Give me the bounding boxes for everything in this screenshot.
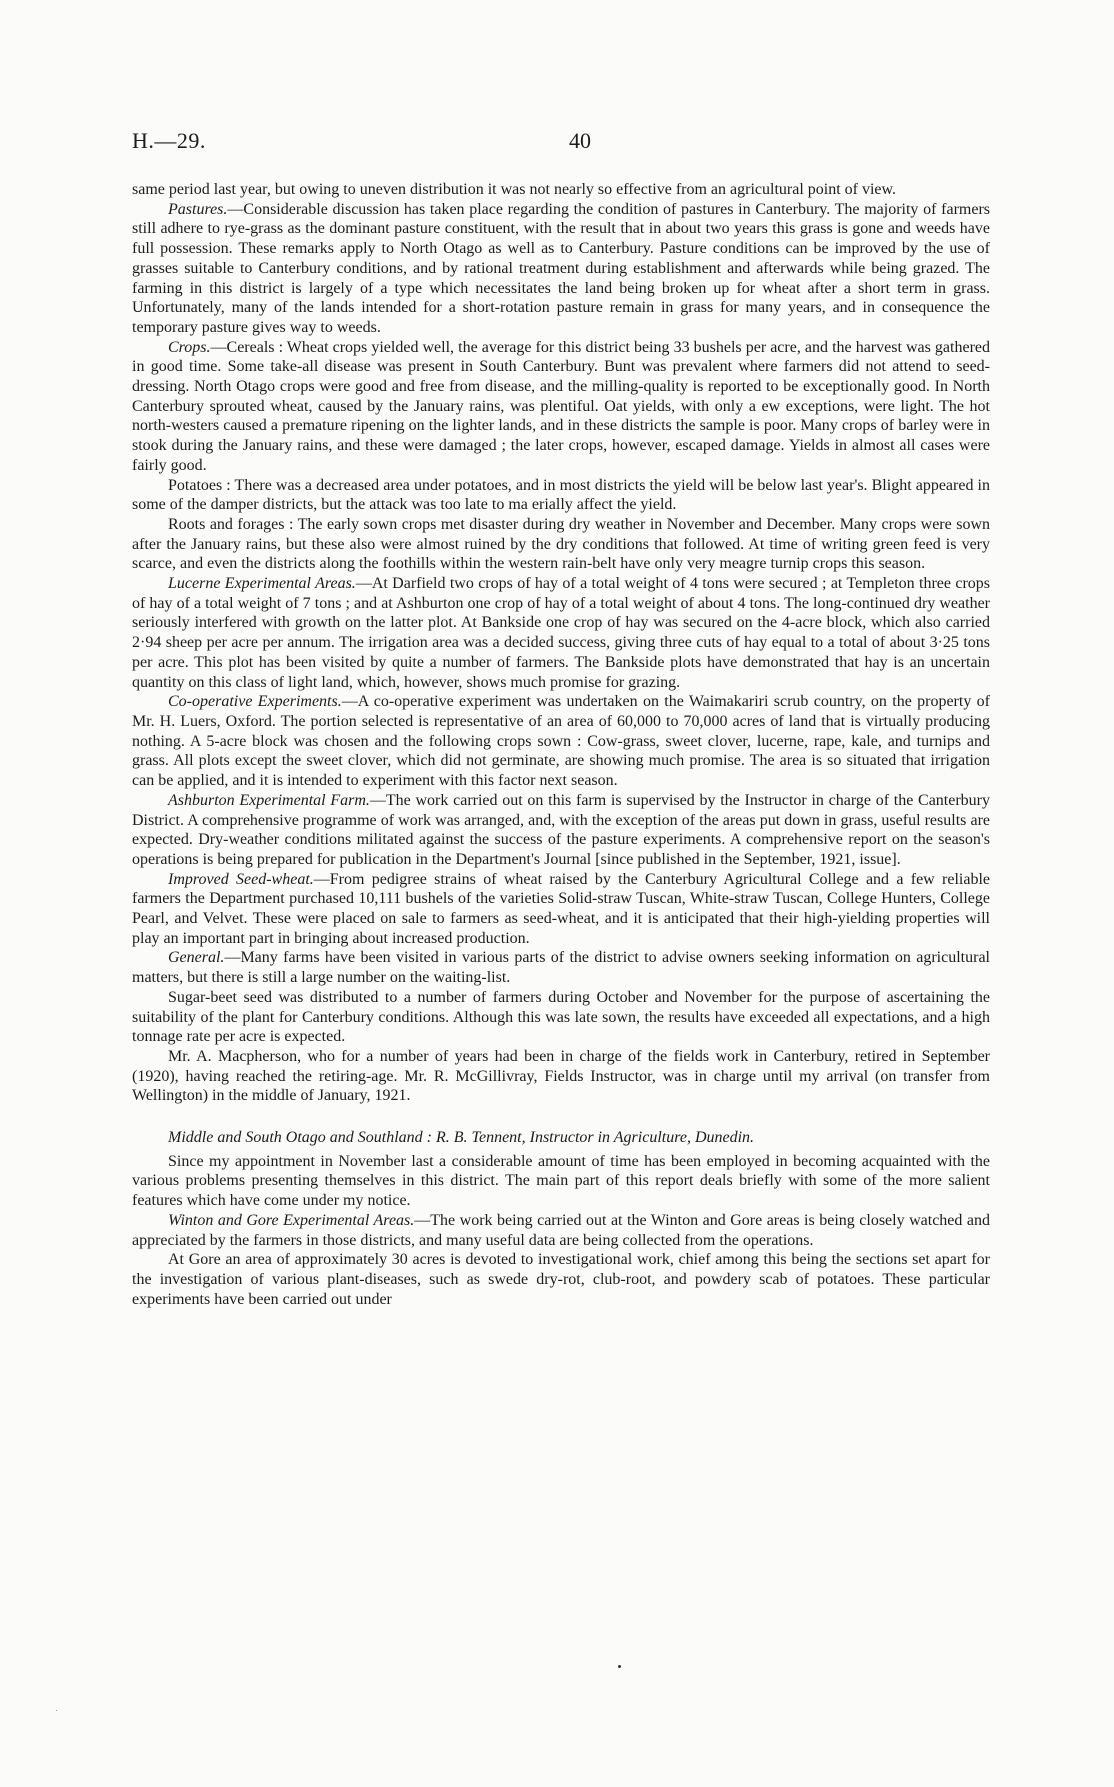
scan-speck — [56, 1710, 57, 1711]
paragraph-crops: Crops.—Cereals : Wheat crops yielded well, the average for this district being 33 bushels per acre, and the harvest was gathered in good time. Some take-all disease was present in South Canterbury. Bunt was prevalent where farmers did not attend to seed-dressing. North Otago crops were good and free from disease, and the milling-quality is reported to be exceptionally good. In North Canterbury sprouted wheat, caused by the January rains, was plentiful. Oat yields, with only a ew exceptions, were light. The hot north-westers caused a premature ripening on the lighter lands, and in these districts the sample is poor. Many crops of barley were in stook during the January rains, and these were damaged ; the later crops, however, escaped damage. Yields in almost all cases were fairly good. — [132, 338, 990, 474]
paragraph-lead: Ashburton Experimental Farm. — [168, 791, 370, 809]
page-number: 40 — [569, 128, 591, 153]
paragraph-lead: General. — [168, 949, 225, 967]
paragraph-lucerne: Lucerne Experimental Areas.—At Darfield two crops of hay of a total weight of 4 tons were secured ; at Templeton three crops of hay of a total weight of 7 tons ; and at Ashburton one crop of hay of a total weight of about 4 tons. The long-continued dry weather seriously interfered with growth on the latter plot. At Bankside one crop of hay was secured on the 4-acre block, which also carried 2·94 sheep per acre per annum. The irrigation area was a decided success, giving three cuts of hay equal to a total of about 3·25 tons per acre. This plot has been visited by quite a number of farmers. The Bankside plots have demonstrated that hay is an uncertain quantity on this class of light land, which, however, shows much promise for grazing. — [132, 575, 991, 691]
paragraph-staff: Mr. A. Macpherson, who for a number of years had been in charge of the fields work in Canterbury, retired in September (1920), having reached the retiring-age. Mr. R. McGillivray, Fields Instructor, was in charge until my arrival (on transfer from Wellington) in the middle of January, 1921. — [132, 1047, 990, 1105]
paragraph-roots-forages: Roots and forages : The early sown crops met disaster during dry weather in November and December. Many crops were sown after the January rains, but these also were almost ruined by the dry conditions that followed. At time of writing green feed is very scarce, and even the districts along the foothills within the western rain-belt have only very meagre turnip crops this season. — [132, 515, 990, 573]
section-heading: Middle and South Otago and Southland : R. B. Tennent, Instructor in Agriculture, Dunedin. — [168, 1129, 755, 1147]
page-mark — [618, 1665, 621, 1668]
paragraph-gore-area: At Gore an area of approximately 30 acres is devoted to investigational work, chief among this being the sections set apart for the investigation of various plant-diseases, such as swede dry-rot, club-root, and powdery scab of potatoes. These particular experiments have been carried out under — [132, 1251, 990, 1308]
document-reference: H.—29. — [132, 128, 206, 153]
paragraph-appointment: Since my appointment in November last a considerable amount of time has been employed in becoming acquainted with the various problems presenting themselves in this district. The main part of this report deals briefly with some of the more salient features which have come under my notice. — [132, 1152, 990, 1210]
paragraph-winton-gore: Winton and Gore Experimental Areas.—The work being carried out at the Winton and Gore areas is being closely watched and appreciated by the farmers in those districts, and many useful data are being collected from the operations. — [132, 1211, 991, 1249]
paragraph-potatoes: Potatoes : There was a decreased area under potatoes, and in most districts the yield will be below last year's. Blight appeared in some of the damper districts, but the attack was too late to ma erially affect the yield. — [132, 476, 990, 514]
paragraph-lead: Co-operative Experiments. — [168, 693, 342, 711]
paragraph-lead: Improved Seed-wheat. — [168, 870, 314, 888]
paragraph: same period last year, but owing to uneven distribution it was not nearly so effective from an agricultural point of view. — [132, 181, 897, 198]
paragraph-seed-wheat: Improved Seed-wheat.—From pedigree strains of wheat raised by the Canterbury Agricultural College and a few reliable farmers the Department purchased 10,111 bushels of the varieties Solid-straw Tuscan, White-straw Tuscan, College Hunters, College Pearl, and Velvet. These were placed on sale to farmers as seed-wheat, and it is anticipated that their high-yielding properties will play an important part in bringing about increased production. — [132, 870, 991, 947]
paragraph-lead: Pastures. — [168, 200, 228, 218]
paragraph-lead: Crops. — [168, 338, 211, 356]
paragraph-lead: Winton and Gore Experimental Areas. — [168, 1211, 415, 1229]
page-header — [130, 128, 990, 164]
paragraph-ashburton: Ashburton Experimental Farm.—The work carried out on this farm is supervised by the Instructor in charge of the Canterbury District. A comprehensive programme of work was arranged, and, with the exception of the areas put down in grass, useful results are expected. Dry-weather conditions militated against the success of the pasture experiments. A comprehensive report on the season's operations is being prepared for publication in the Department's Journal [since published in the September, 1921, issue]. — [132, 791, 991, 868]
report-body — [132, 180, 990, 1309]
paragraph-lead: Lucerne Experimental Areas. — [168, 575, 356, 593]
paragraph-general: General.—Many farms have been visited in various parts of the district to advise owners seeking information on agricultural matters, but there is still a large number on the waiting-list. — [132, 949, 990, 987]
paragraph-co-operative: Co-operative Experiments.—A co-operative experiment was undertaken on the Waimakariri scrub country, on the property of Mr. H. Luers, Oxford. The portion selected is representative of an area of 60,000 to 70,000 acres of land that is virtually producing nothing. A 5-acre block was chosen and the following crops sown : Cow-grass, sweet clover, lucerne, rape, kale, and turnips and grass. All plots except the sweet clover, which did not germinate, are showing much promise. The area is so situated that irrigation can be applied, and it is intended to experiment with this factor next season. — [132, 693, 990, 790]
paragraph-pastures: Pastures.—Considerable discussion has taken place regarding the condition of pastures in Canterbury. The majority of farmers still adhere to rye-grass as the dominant pasture constituent, with the result that in about two years this grass is gone and weeds have full possession. These remarks apply to North Otago as well as to Canterbury. Pasture conditions can be improved by the use of grasses suitable to Canterbury conditions, and by rational treatment during establishment and afterwards while being grazed. The farming in this district is largely of a type which necessitates the land being broken up for wheat after a short term in grass. Unfortunately, many of the lands intended for a short-rotation pasture remain in grass for many years, and in consequence the temporary pasture gives way to weeds. — [132, 200, 990, 336]
paragraph-sugar-beet: Sugar-beet seed was distributed to a number of farmers during October and November for the purpose of ascertaining the suitability of the plant for Canterbury conditions. Although this was late sown, the results have exceeded all expectations, and a high tonnage rate per acre is expected. — [132, 988, 990, 1046]
